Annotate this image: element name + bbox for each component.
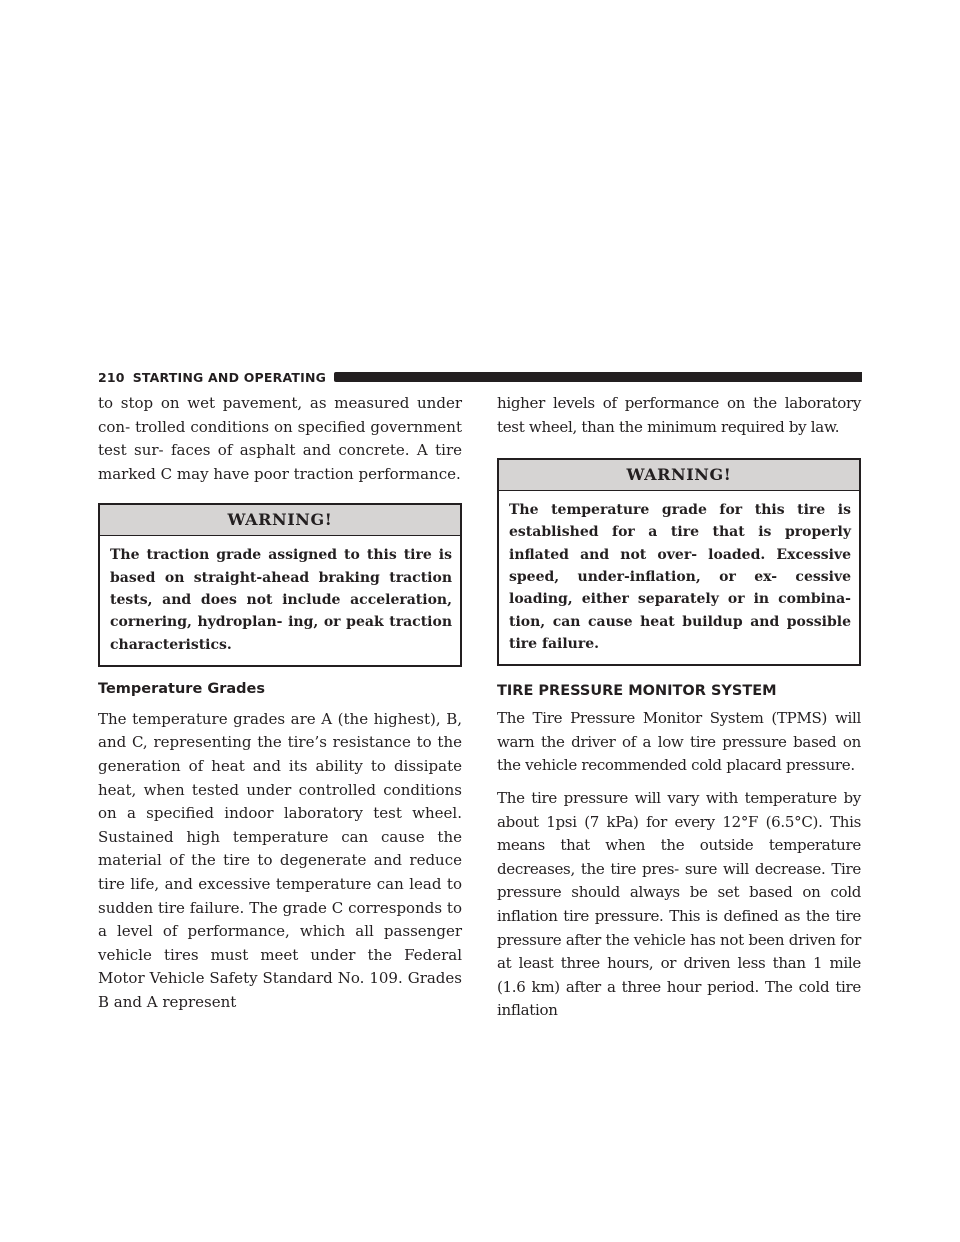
right-column (497, 392, 861, 1023)
temperature-warning-box (497, 458, 861, 666)
warning-text: The temperature grade for this tire is established for a tire that is properly inflated and not over- loaded. Excessive speed, under-inflation, or ex- cessive loading, either separately or in combina- tion, can cause heat buildup and possible tire failure. (509, 502, 851, 652)
section-title: STARTING AND OPERATING (132, 369, 327, 385)
tpms-paragraph-1: The Tire Pressure Monitor System (TPMS) will warn the driver of a low tire pressure based on the vehicle recommended cold placard pressure. (497, 709, 861, 775)
warning-text: The traction grade assigned to this tire is based on straight-ahead braking traction tests, and does not include acceleration, cornering, hydroplan- ing, or peak traction characteristics. (110, 547, 452, 653)
running-header (98, 369, 862, 385)
page-number: 210 (98, 369, 125, 385)
temperature-grades-paragraph: The temperature grades are A (the highest), B, and C, representing the tire’s resistance to the generation of heat and its ability to dissipate heat, when tested under controlled conditions on a specified indoor laboratory test wheel. Sustained high temperature can cause the material of the tire to degenerate and reduce tire life, and excessive temperature can lead to sudden tire failure. The grade C corresponds to a level of performance, which all passenger vehicle tires must meet under the Federal Motor Vehicle Safety Standard No. 109. Grades B and A represent (98, 709, 462, 1011)
traction-warning-box (98, 503, 462, 666)
tpms-paragraph-2: The tire pressure will vary with temperature by about 1psi (7 kPa) for every 12°F (6.5°C). This means that when the outside temperature decreases, the tire pres- sure will decrease. Tire pressure should always be set based on cold inflation tire pressure. This is defined as the tire pressure after the vehicle has not been driven for at least three hours, or driven less than 1 mile (1.6 km) after a three hour period. The cold tire inflation (497, 789, 861, 1020)
warning-title: WARNING! (499, 460, 859, 491)
tpms-section-heading: TIRE PRESSURE MONITOR SYSTEM (497, 683, 777, 700)
intro-paragraph: to stop on wet pavement, as measured under con- trolled conditions on specified government test sur- faces of asphalt and concrete. A tire marked C may have poor traction performance. (98, 394, 462, 483)
left-column (98, 392, 462, 1015)
temperature-grades-heading: Temperature Grades (98, 680, 266, 697)
header-rule (334, 372, 862, 382)
continuation-paragraph: higher levels of performance on the laboratory test wheel, than the minimum required by law. (497, 394, 861, 436)
warning-title: WARNING! (100, 505, 460, 536)
